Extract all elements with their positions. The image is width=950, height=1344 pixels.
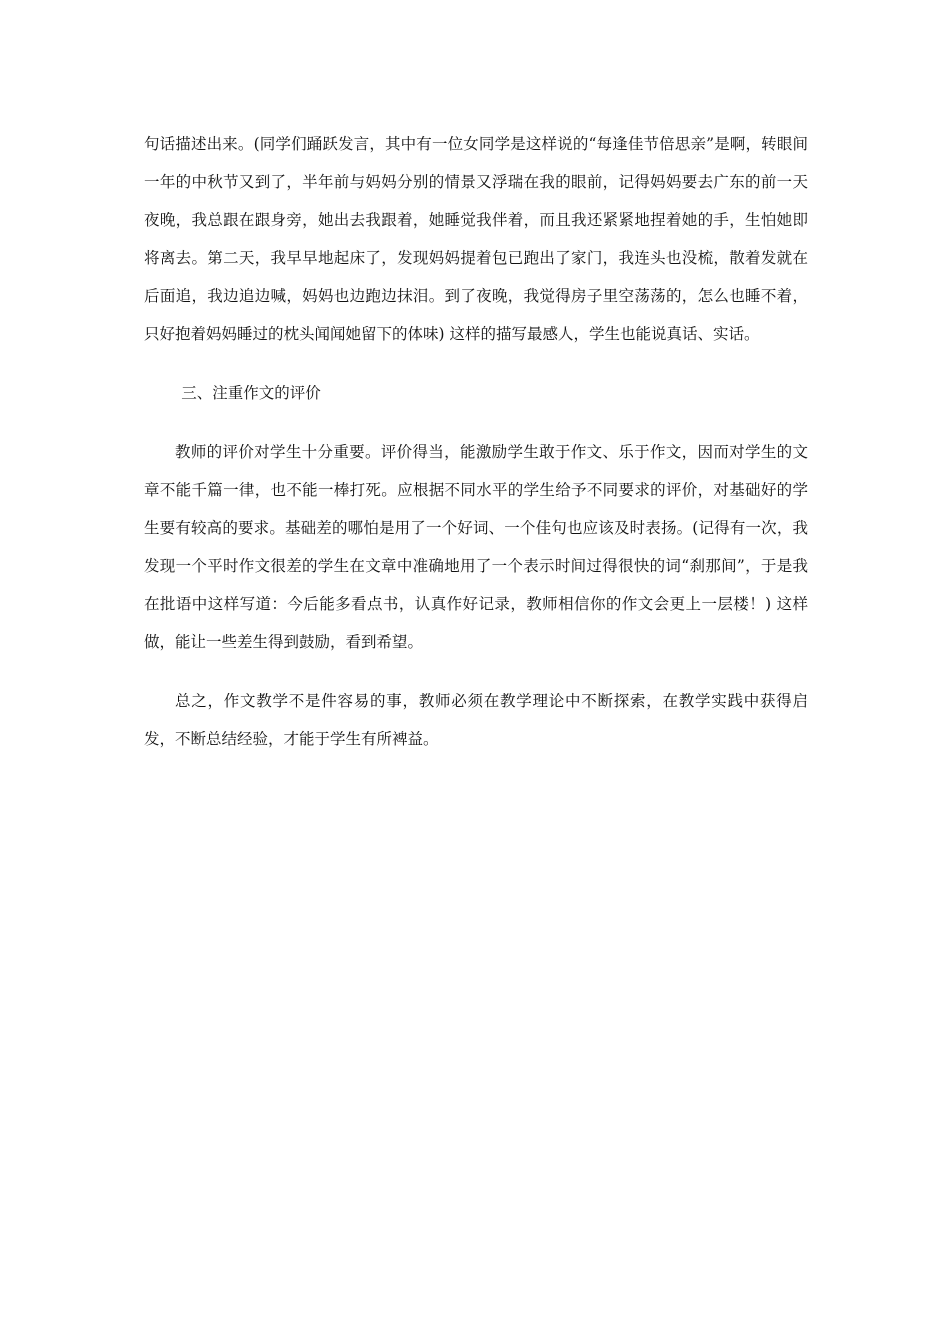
document-page xyxy=(144,125,808,758)
section-heading: 三、注重作文的评价 xyxy=(181,384,321,402)
paragraph-evaluation: 教师的评价对学生十分重要。评价得当，能激励学生敢于作文、乐于作文，因而对学生的文章不能千篇一律，也不能一棒打死。应根据不同水平的学生给予不同要求的评价，对基础好的学生要有较高的要求。基础差的哪怕是用了一个好词、一个佳句也应该及时表扬。(记得有一次，我发现一个平时作文很差的学生在文章中准确地用了一个表示时间过得很快的词“刹那间”，于是我在批语中这样写道：今后能多看点书，认真作好记录，教师相信你的作文会更上一层楼！) 这样做，能让一些差生得到鼓励，看到希望。 xyxy=(144,443,808,651)
paragraph-continuation: 句话描述出来。(同学们踊跃发言，其中有一位女同学是这样说的“每逢佳节倍思亲”是啊，转眼间一年的中秋节又到了，半年前与妈妈分别的情景又浮瑞在我的眼前，记得妈妈要去广东的前一天夜晚，我总跟在跟身旁，她出去我跟着，她睡觉我伴着，而且我还紧紧地捏着她的手，生怕她即将离去。第二天，我早早地起床了，发现妈妈提着包已跑出了家门，我连头也没梳，散着发就在后面追，我边追边喊，妈妈也边跑边抹泪。到了夜晚，我觉得房子里空荡荡的，怎么也睡不着，只好抱着妈妈睡过的枕头闻闻她留下的体味) 这样的描写最感人，学生也能说真话、实话。 xyxy=(144,135,808,343)
paragraph-conclusion: 总之，作文教学不是件容易的事，教师必须在教学理论中不断探索，在教学实践中获得启发，不断总结经验，才能于学生有所裨益。 xyxy=(144,692,808,748)
